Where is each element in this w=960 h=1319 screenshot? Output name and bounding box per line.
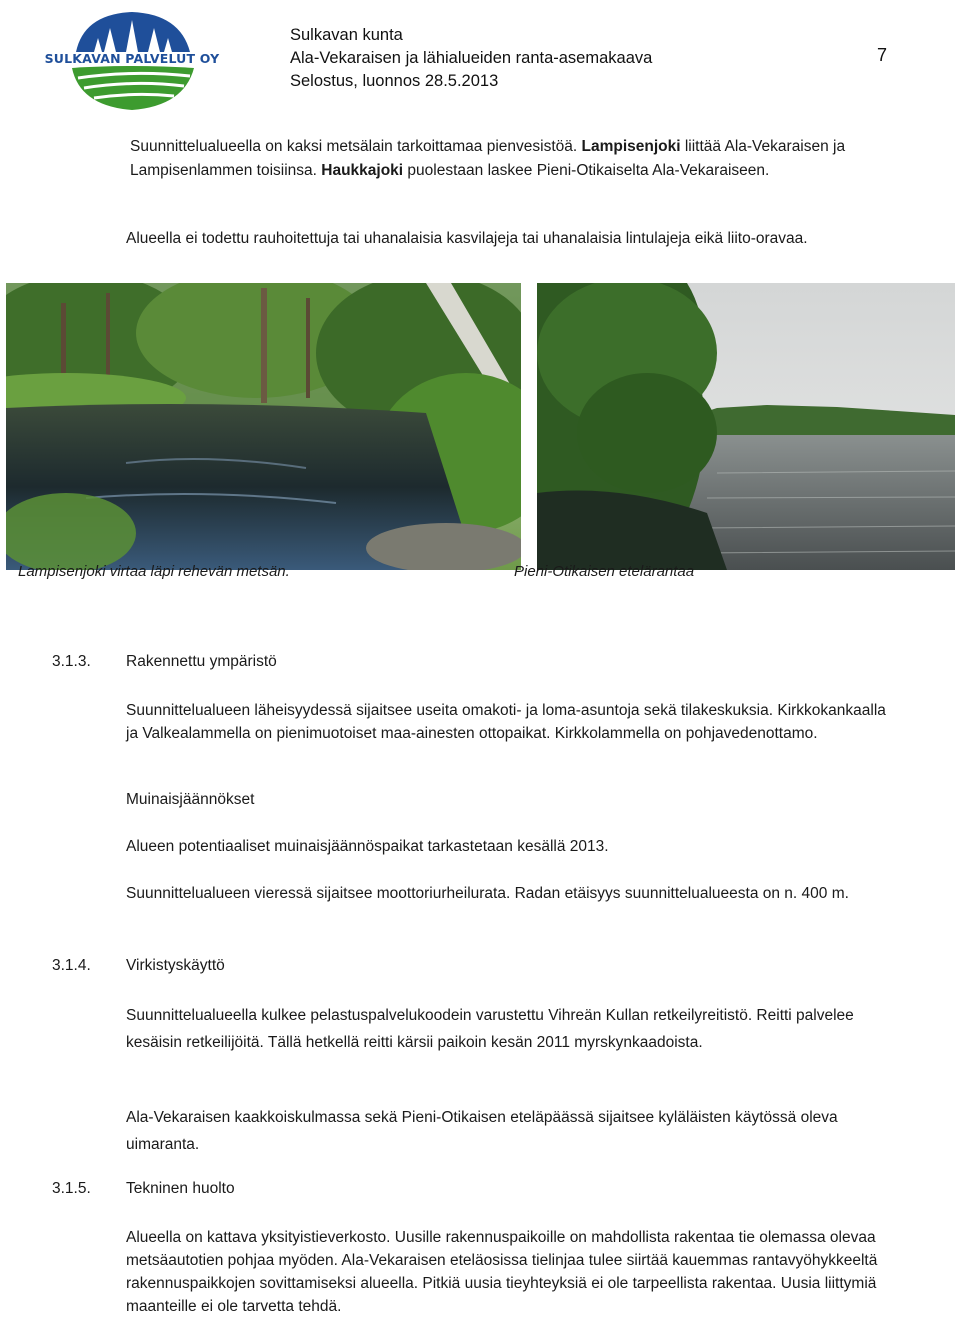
paragraph-built-environment: Suunnittelualueen läheisyydessä sijaitsee useita omakoti- ja loma-asuntoja sekä tilakeskuksia. Kirkkokankaalla ja Valkealammella on pienimuotoiset maa-ainesten ottopaikat. Kirkkolammella on pohjavedenottamo.: [126, 702, 886, 742]
header-document-date: Selostus, luonnos 28.5.2013: [290, 72, 499, 90]
section-number-314: 3.1.4.: [52, 957, 91, 974]
river-name-haukkajoki: Haukkajoki: [321, 162, 404, 179]
section-number-313: 3.1.3.: [52, 653, 91, 670]
paragraph-hiking-trail: Suunnittelualueella kulkee pelastuspalvelukoodein varustettu Vihreän Kullan retkeilyreitistö. Reitti palvelee kesäisin retkeilijöitä. Tällä hetkellä reitti kärsii paikoin kesän 2011 myrskynkaadoista.: [126, 1007, 854, 1051]
photo-pieni-otikainen-shore: [537, 283, 955, 570]
caption-right-photo: Pieni-Otikaisen etelärantaa: [514, 563, 695, 580]
paragraph-road-network: Alueella on kattava yksityistieverkosto. Uusille rakennuspaikoille on mahdollista rakentaa tie olemassa olevaa metsäautotien pohjaa myöden. Ala-Vekaraisen eteläosissa tielinjaa tulee siirtää kauemmas rantavyöhykkeeltä rakennuspaikkojen sovittamiseksi alueella. Pitkiä uusia tieyhteyksiä ei ole tarpeellista rakentaa. Uusia liittymiä maanteille ei ole tarvetta tehdä.: [126, 1229, 878, 1315]
river-name-lampisenjoki: Lampisenjoki: [581, 138, 681, 155]
text-span: Suunnittelualueella on kaksi metsälain tarkoittamaa pienvesistöä.: [130, 138, 582, 155]
section-title-built-environment: Rakennettu ympäristö: [126, 653, 277, 670]
page-number: 7: [877, 45, 888, 65]
header-plan-title: Ala-Vekaraisen ja lähialueiden ranta-asemakaava: [290, 49, 653, 67]
caption-left-photo: Lampisenjoki virtaa läpi rehevän metsän.: [18, 563, 290, 580]
section-number-315: 3.1.5.: [52, 1180, 91, 1197]
paragraph-motorsport-track: Suunnittelualueen vieressä sijaitsee moottoriurheilurata. Radan etäisyys suunnittelualueesta on n. 400 m.: [126, 885, 849, 902]
paragraph-antiquities: Alueen potentiaaliset muinaisjäännöspaikat tarkastetaan kesällä 2013.: [126, 838, 609, 855]
section-title-recreation: Virkistyskäyttö: [126, 957, 225, 974]
text-span: liittää Ala-Vekaraisen ja Lampisenlammen toisiinsa.: [130, 138, 846, 179]
paragraph-species: Alueella ei todettu rauhoitettuja tai uhanalaisia kasvilajeja tai uhanalaisia lintulajeja eikä liito-oravaa.: [126, 230, 808, 247]
subheading-antiquities: Muinaisjäännökset: [126, 791, 255, 808]
section-title-utilities: Tekninen huolto: [126, 1180, 235, 1197]
paragraph-small-waters: [130, 135, 870, 183]
header-municipality: Sulkavan kunta: [290, 26, 403, 44]
photo-lampisenjoki-river: [6, 283, 521, 570]
text-span: puolestaan laskee Pieni-Otikaiselta Ala-Vekaraiseen.: [403, 162, 770, 179]
paragraph-swimming-beach: Ala-Vekaraisen kaakkoiskulmassa sekä Pieni-Otikaisen eteläpäässä sijaitsee kyläläisten käytössä oleva uimaranta.: [126, 1109, 838, 1153]
logo-text: SULKAVAN PALVELUT OY: [44, 51, 220, 66]
